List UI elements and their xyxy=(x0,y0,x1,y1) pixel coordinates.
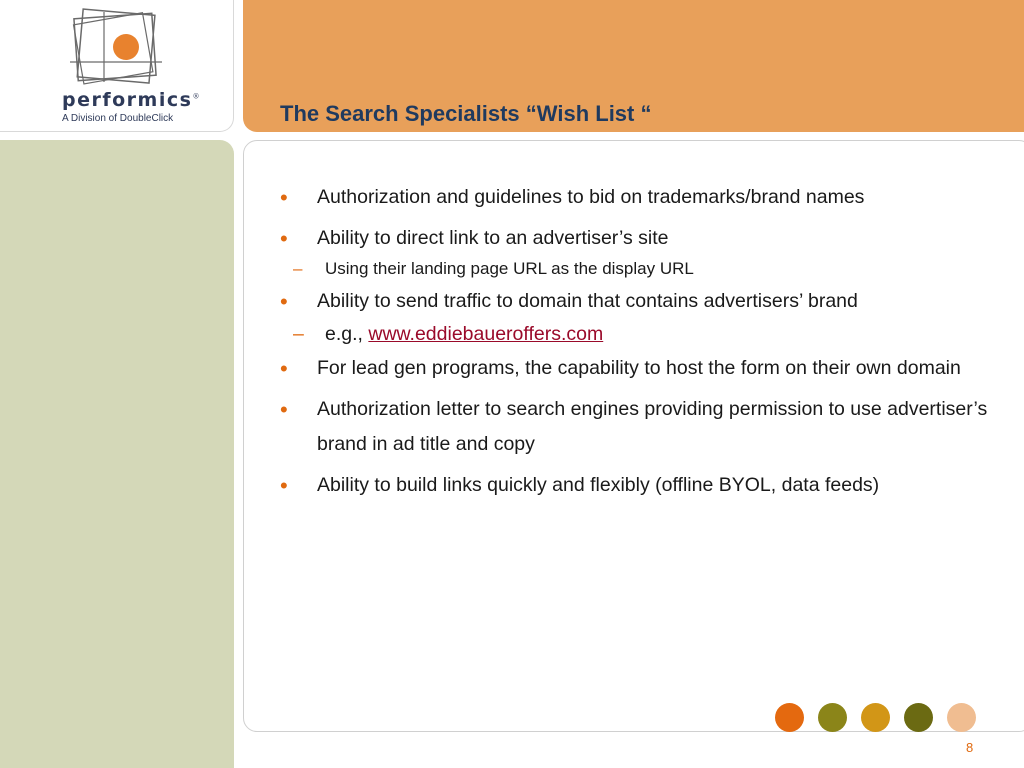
bullet-icon: • xyxy=(280,185,288,210)
bullet-item: • Authorization letter to search engines providing permission to use advertiser’s brand in ad title and copy xyxy=(280,392,1000,462)
bullet-item: • Ability to build links quickly and flexibly (offline BYOL, data feeds) xyxy=(280,468,1000,503)
logo-wordmark: performics® xyxy=(62,89,201,111)
sub-bullet-item: – e.g., www.eddiebaueroffers.com xyxy=(243,319,1000,349)
slide-title: The Search Specialists “Wish List “ xyxy=(280,101,652,126)
example-link[interactable]: www.eddiebaueroffers.com xyxy=(368,323,604,345)
bullet-icon: • xyxy=(280,473,288,498)
sub-bullet-item: – Using their landing page URL as the display URL xyxy=(243,256,1000,282)
dark-olive-dot-icon xyxy=(904,703,933,732)
orange-dot-icon xyxy=(775,703,804,732)
bullet-list xyxy=(280,180,1000,509)
dash-icon: – xyxy=(293,323,304,345)
bullet-icon: • xyxy=(280,356,288,381)
dash-icon: – xyxy=(293,259,303,278)
sidebar-panel xyxy=(0,140,234,768)
bullet-item: • Authorization and guidelines to bid on trademarks/brand names xyxy=(280,180,1000,215)
decorative-dots xyxy=(775,703,990,732)
bullet-item: • For lead gen programs, the capability to host the form on their own domain xyxy=(280,351,1000,386)
bullet-item: • Ability to send traffic to domain that contains advertisers’ brand xyxy=(280,284,1000,319)
bullet-icon: • xyxy=(280,289,288,314)
logo-subtitle: A Division of DoubleClick xyxy=(62,113,174,124)
bullet-icon: • xyxy=(280,397,288,422)
peach-dot-icon xyxy=(947,703,976,732)
bullet-item: • Ability to direct link to an advertiser’s site xyxy=(280,221,1000,256)
logo-panel xyxy=(0,0,234,132)
page-number: 8 xyxy=(966,740,974,755)
olive-dot-icon xyxy=(818,703,847,732)
gold-dot-icon xyxy=(861,703,890,732)
bullet-icon: • xyxy=(280,226,288,251)
